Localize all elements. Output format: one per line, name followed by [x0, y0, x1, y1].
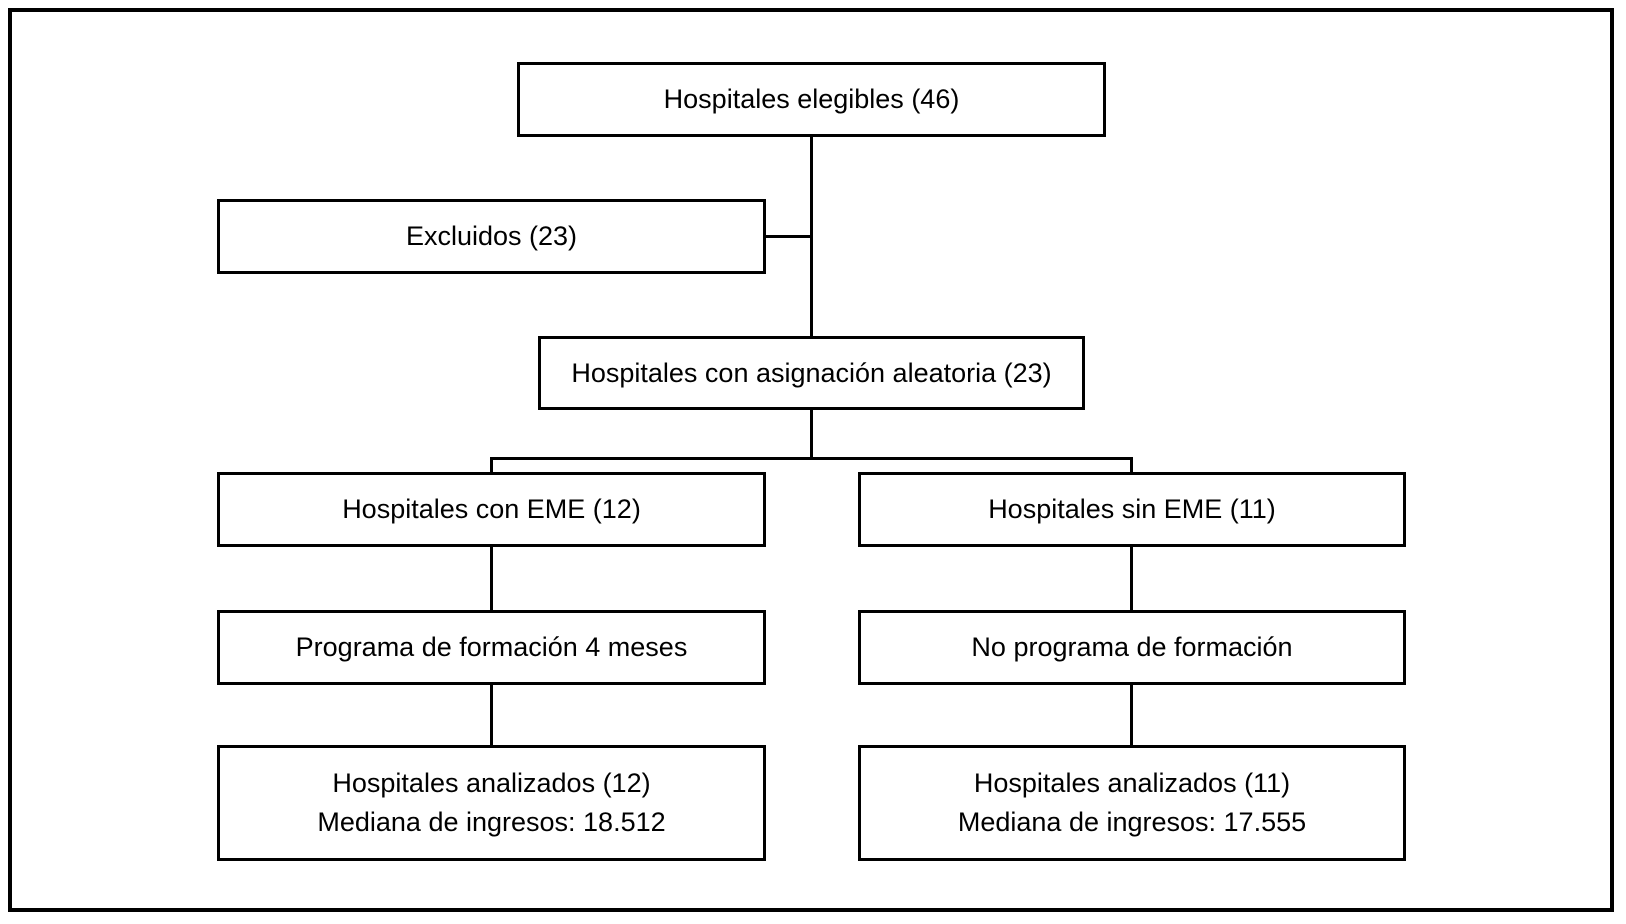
box-analizados-eme — [217, 745, 766, 861]
box-hospitales-elegibles — [517, 62, 1106, 137]
connector-excluded-branch — [766, 235, 812, 238]
box-analizados-no-eme — [858, 745, 1406, 861]
box-excluidos-label: Excluidos (23) — [405, 221, 578, 251]
connector-eme-to-program — [490, 545, 493, 613]
box-hospitales-elegibles-label: Hospitales elegibles (46) — [663, 84, 960, 114]
box-asignacion-aleatoria — [538, 336, 1085, 410]
box-asignacion-aleatoria-label: Hospitales con asignación aleatoria (23) — [571, 357, 1052, 388]
connector-randomized-to-split — [810, 408, 813, 460]
box-analizados-no-eme-line1: Hospitales analizados (11) — [973, 768, 1291, 798]
box-programa-formacion — [217, 610, 766, 685]
connector-noeme-to-noprogram — [1130, 545, 1133, 613]
box-no-programa-formacion-label: No programa de formación — [971, 632, 1293, 662]
box-excluidos — [217, 199, 766, 274]
box-hospitales-con-eme — [217, 472, 766, 547]
box-hospitales-sin-eme — [858, 472, 1406, 547]
box-analizados-eme-line2: Mediana de ingresos: 18.512 — [317, 807, 666, 837]
box-hospitales-con-eme-label: Hospitales con EME (12) — [342, 494, 641, 524]
box-analizados-no-eme-line2: Mediana de ingresos: 17.555 — [957, 807, 1307, 837]
box-no-programa-formacion — [858, 610, 1406, 685]
box-analizados-eme-line1: Hospitales analizados (12) — [332, 768, 651, 798]
connector-noprogram-to-analyzed — [1130, 683, 1133, 748]
box-hospitales-sin-eme-label: Hospitales sin EME (11) — [988, 494, 1276, 524]
box-programa-formacion-label: Programa de formación 4 meses — [295, 632, 688, 662]
connector-program-to-analyzed — [490, 683, 493, 748]
connector-split-horizontal — [490, 457, 1133, 460]
